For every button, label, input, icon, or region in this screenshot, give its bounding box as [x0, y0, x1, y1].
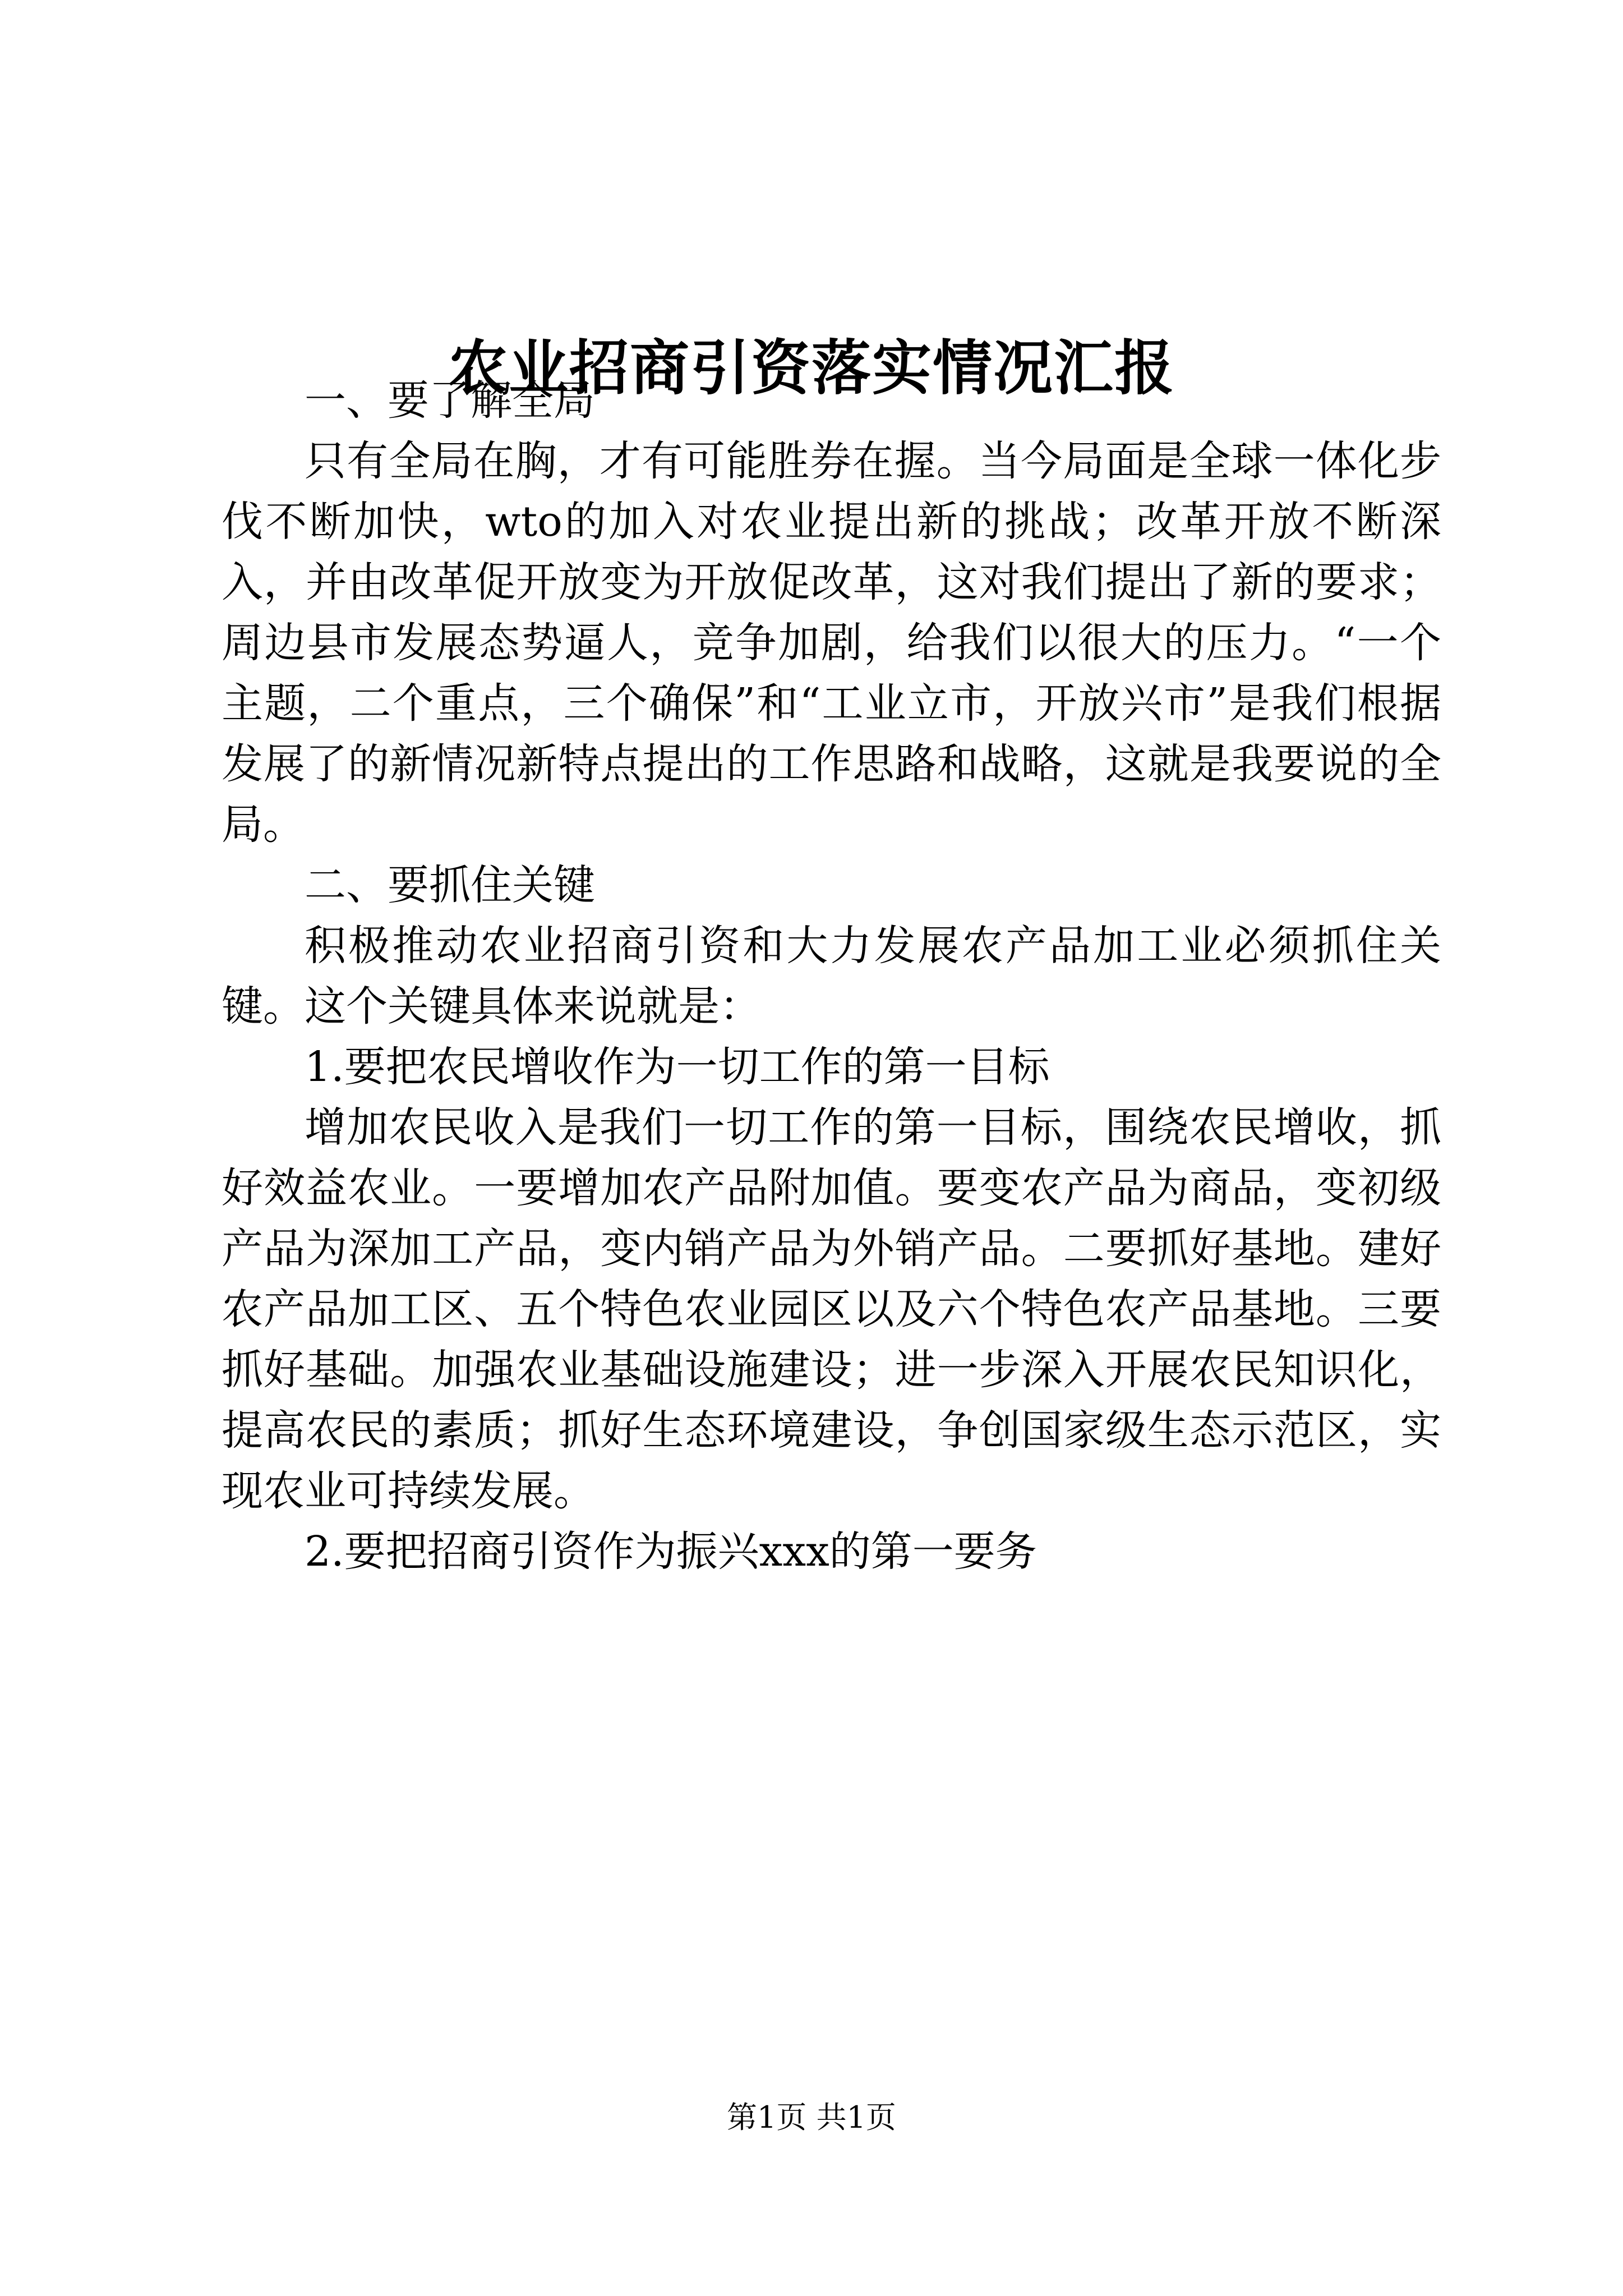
document-title: 农业招商引资落实情况汇报	[448, 333, 1175, 403]
body-paragraph-3: 增加农民收入是我们一切工作的第一目标，围绕农民增收，抓好效益农业。一要增加农产品附加值。要变农产品为商品，变初级产品为深加工产品，变内销产品为外销产品。二要抓好基地。建好农产品加工区、五个特色农业园区以及六个特色农产品基地。三要抓好基础。加强农业基础设施建设；进一步深入开展农民知识化，提高农民的素质；抓好生态环境建设，争创国家级生态示范区，实现农业可持续发展。	[222, 1103, 1441, 1515]
document-body	[222, 370, 1441, 1582]
section-heading-2: 二、要抓住关键	[305, 861, 595, 909]
section-heading-1: 一、要了解全局	[305, 376, 595, 425]
subsection-heading-2: 2.要把招商引资作为振兴xxx的第一要务	[305, 1527, 1037, 1576]
body-paragraph-2: 积极推动农业招商引资和大力发展农产品加工业必须抓住关键。这个关键具体来说就是：	[222, 922, 1441, 1030]
page-footer: 第1页 共1页	[727, 2100, 896, 2135]
body-paragraph-1: 只有全局在胸，才有可能胜券在握。当今局面是全球一体化步伐不断加快，wto的加入对农业提出新的挑战；改革开放不断深入，并由改革促开放变为开放促改革，这对我们提出了新的要求；周边县市发展态势逼人，竞争加剧，给我们以很大的压力。“一个主题，二个重点，三个确保”和“工业立市，开放兴市”是我们根据发展了的新情况新特点提出的工作思路和战略，这就是我要说的全局。	[222, 437, 1441, 849]
subsection-heading-1: 1.要把农民增收作为一切工作的第一目标	[305, 1043, 1050, 1091]
